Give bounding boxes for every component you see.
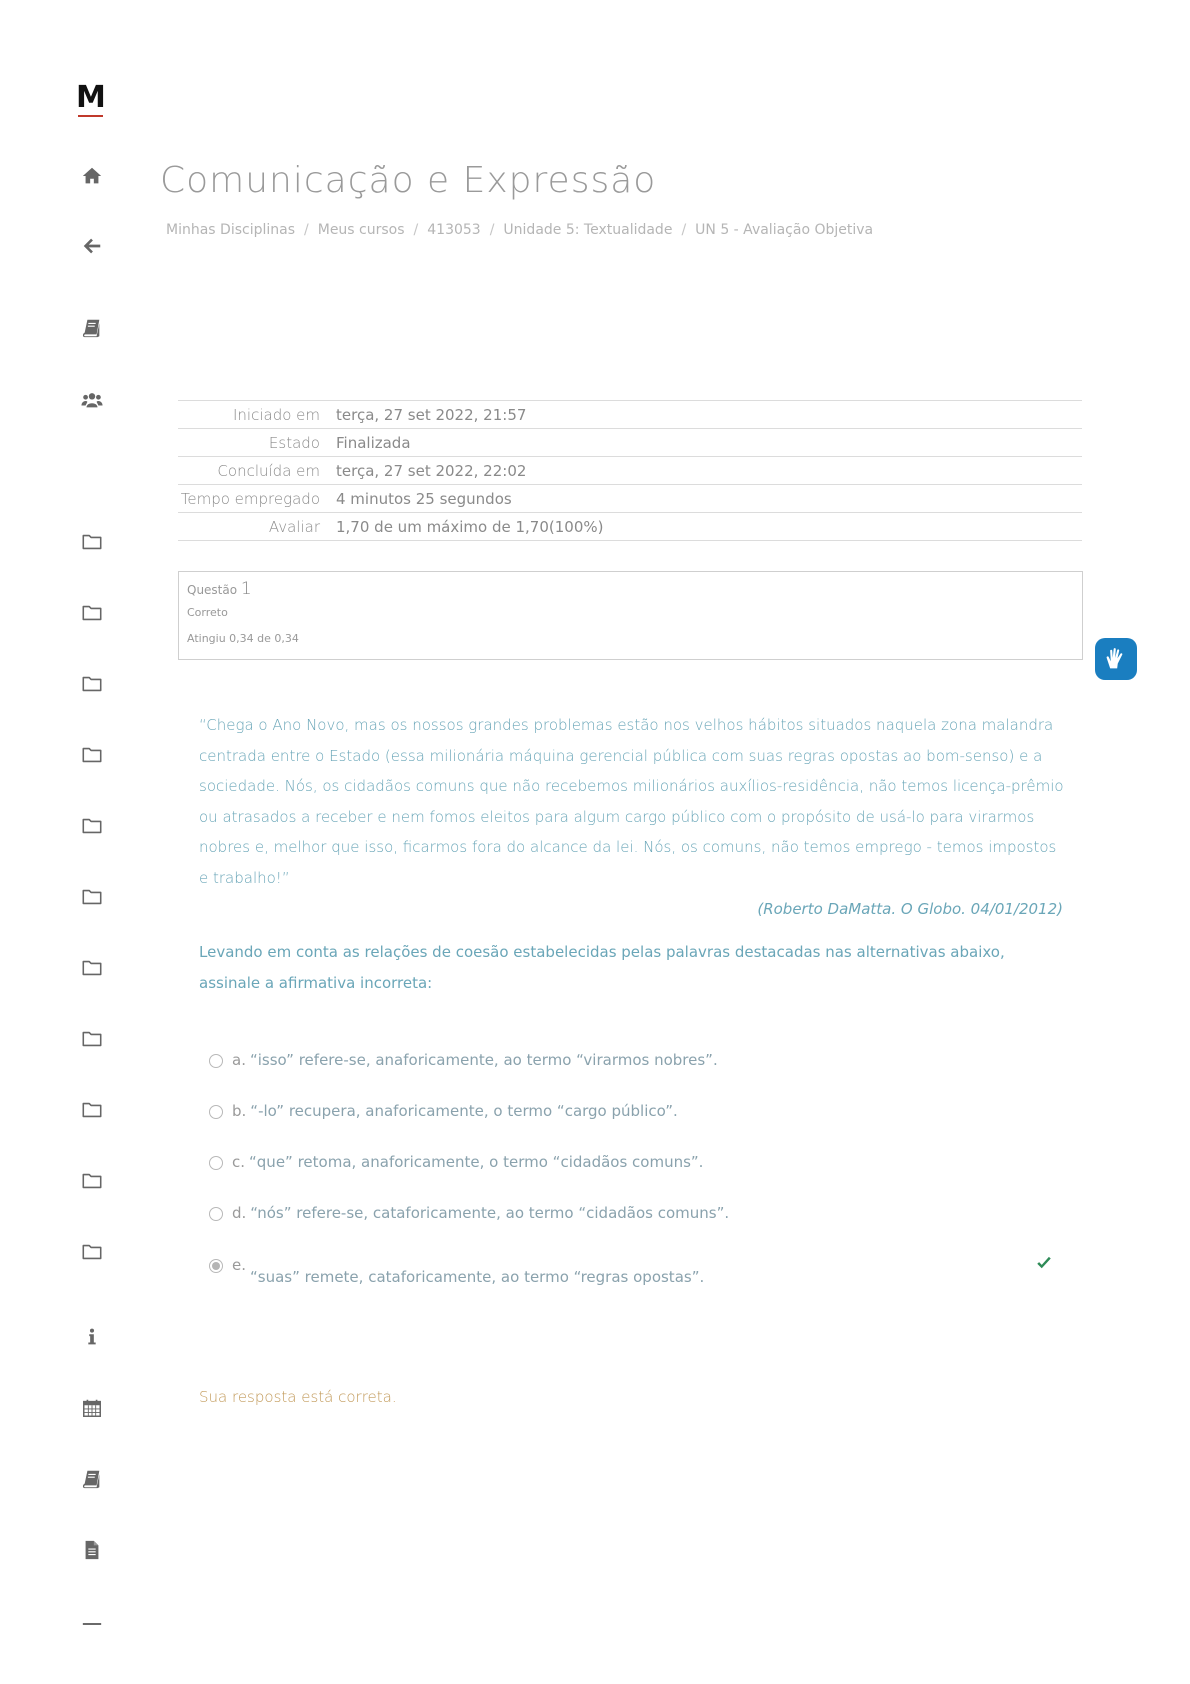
answer-letter: b. bbox=[232, 1102, 247, 1120]
answer-option-c[interactable] bbox=[209, 1153, 703, 1171]
answer-text: “que” retoma, anaforicamente, o termo “cidadãos comuns”. bbox=[249, 1153, 704, 1171]
answer-text: “-lo” recupera, anaforicamente, o termo “cargo público”. bbox=[250, 1102, 678, 1120]
breadcrumb-item-minhas-disciplinas[interactable]: Minhas Disciplinas bbox=[166, 222, 296, 238]
summary-label: Estado bbox=[268, 434, 320, 452]
summary-value: Finalizada bbox=[336, 434, 411, 452]
summary-label: Avaliar bbox=[268, 518, 320, 536]
answer-option-d[interactable] bbox=[209, 1204, 729, 1222]
radio-button-selected[interactable] bbox=[209, 1259, 223, 1273]
folder-icon[interactable] bbox=[80, 814, 104, 838]
breadcrumb-item-meus-cursos[interactable]: Meus cursos bbox=[317, 222, 405, 238]
question-grade: Atingiu 0,34 de 0,34 bbox=[187, 632, 299, 645]
users-icon[interactable] bbox=[80, 388, 104, 412]
breadcrumb bbox=[166, 222, 873, 238]
question-label: Questão bbox=[187, 583, 238, 597]
answer-option-e[interactable] bbox=[209, 1256, 704, 1286]
question-source: (Roberto DaMatta. O Globo. 04/01/2012) bbox=[757, 900, 1063, 918]
correct-check-icon bbox=[1035, 1254, 1053, 1272]
sign-language-icon bbox=[1102, 645, 1130, 673]
answer-text: “isso” refere-se, anaforicamente, ao termo “virarmos nobres”. bbox=[249, 1051, 718, 1069]
folder-icon[interactable] bbox=[80, 530, 104, 554]
summary-value: 4 minutos 25 segundos bbox=[336, 490, 512, 508]
accessibility-button[interactable] bbox=[1095, 638, 1137, 680]
table-row bbox=[178, 457, 1082, 485]
question-number bbox=[187, 579, 1074, 600]
folder-icon[interactable] bbox=[80, 1098, 104, 1122]
question-text: “Chega o Ano Novo, mas os nossos grandes problemas estão nos velhos hábitos situados naquela zona malandra centrada entre o Estado (essa milionária máquina gerencial pública com suas regras opostas ao bom-senso) e a sociedade. Nós, os cidadãos comuns que não recebemos milionários auxílios-residência, não temos licença-prêmio ou atrasados a receber e nem fomos eleitos para algum cargo público com o propósito de usá-lo para virarmos nobres e, melhor que isso, ficarmos fora do alcance da lei. Nós, os comuns, não temos emprego - temos impostos e trabalho!” bbox=[199, 716, 1064, 887]
answer-text: “suas” remete, cataforicamente, ao termo “regras opostas”. bbox=[250, 1268, 705, 1286]
folder-icon[interactable] bbox=[80, 601, 104, 625]
answer-letter: e. bbox=[232, 1256, 246, 1274]
feedback-text: Sua resposta está correta. bbox=[199, 1388, 397, 1406]
book-icon[interactable] bbox=[80, 316, 104, 340]
answer-letter: d. bbox=[232, 1204, 247, 1222]
summary-label: Concluída em bbox=[217, 462, 320, 480]
book-icon[interactable] bbox=[80, 1467, 104, 1491]
back-arrow-icon[interactable] bbox=[80, 234, 104, 258]
page-title: Comunicação e Expressão bbox=[160, 160, 657, 201]
radio-button[interactable] bbox=[209, 1156, 223, 1170]
breadcrumb-item-course[interactable]: 413053 bbox=[427, 222, 481, 238]
table-row bbox=[178, 485, 1082, 513]
answer-text: “nós” refere-se, cataforicamente, ao termo “cidadãos comuns”. bbox=[250, 1204, 730, 1222]
document-icon[interactable] bbox=[80, 1538, 104, 1562]
folder-icon[interactable] bbox=[80, 672, 104, 696]
answer-option-a[interactable] bbox=[209, 1051, 718, 1069]
home-icon[interactable] bbox=[80, 164, 104, 188]
summary-value: terça, 27 set 2022, 22:02 bbox=[336, 462, 527, 480]
folder-icon[interactable] bbox=[80, 1027, 104, 1051]
breadcrumb-separator: / bbox=[681, 222, 687, 238]
breadcrumb-item-assessment[interactable]: UN 5 - Avaliação Objetiva bbox=[695, 222, 874, 238]
table-row bbox=[178, 401, 1082, 429]
summary-label: Iniciado em bbox=[232, 406, 320, 424]
folder-icon[interactable] bbox=[80, 743, 104, 767]
folder-icon[interactable] bbox=[80, 885, 104, 909]
table-row bbox=[178, 429, 1082, 457]
question-number-value: 1 bbox=[240, 579, 252, 599]
table-row bbox=[178, 513, 1082, 541]
radio-button[interactable] bbox=[209, 1207, 223, 1221]
breadcrumb-separator: / bbox=[413, 222, 419, 238]
radio-button[interactable] bbox=[209, 1054, 223, 1068]
radio-button[interactable] bbox=[209, 1105, 223, 1119]
logo[interactable]: M bbox=[76, 80, 105, 115]
question-info-box bbox=[178, 571, 1083, 660]
minus-icon[interactable] bbox=[80, 1612, 104, 1636]
sidebar bbox=[0, 0, 150, 1684]
folder-icon[interactable] bbox=[80, 956, 104, 980]
summary-value: terça, 27 set 2022, 21:57 bbox=[336, 406, 527, 424]
question-status: Correto bbox=[187, 606, 228, 619]
answer-option-b[interactable] bbox=[209, 1102, 678, 1120]
calendar-icon[interactable] bbox=[80, 1396, 104, 1420]
summary-label: Tempo empregado bbox=[180, 490, 320, 508]
info-icon[interactable] bbox=[80, 1325, 104, 1349]
breadcrumb-separator: / bbox=[304, 222, 309, 238]
folder-icon[interactable] bbox=[80, 1169, 104, 1193]
answer-letter: c. bbox=[232, 1153, 246, 1171]
answer-letter: a. bbox=[232, 1051, 246, 1069]
folder-icon[interactable] bbox=[80, 1240, 104, 1264]
breadcrumb-separator: / bbox=[489, 222, 495, 238]
attempt-summary-table bbox=[178, 400, 1082, 541]
question-prompt: Levando em conta as relações de coesão estabelecidas pelas palavras destacadas nas alternativas abaixo, assinale a afirmativa incorreta: bbox=[199, 943, 1005, 992]
summary-value: 1,70 de um máximo de 1,70(100%) bbox=[336, 518, 604, 536]
breadcrumb-item-unit[interactable]: Unidade 5: Textualidade bbox=[503, 222, 673, 238]
